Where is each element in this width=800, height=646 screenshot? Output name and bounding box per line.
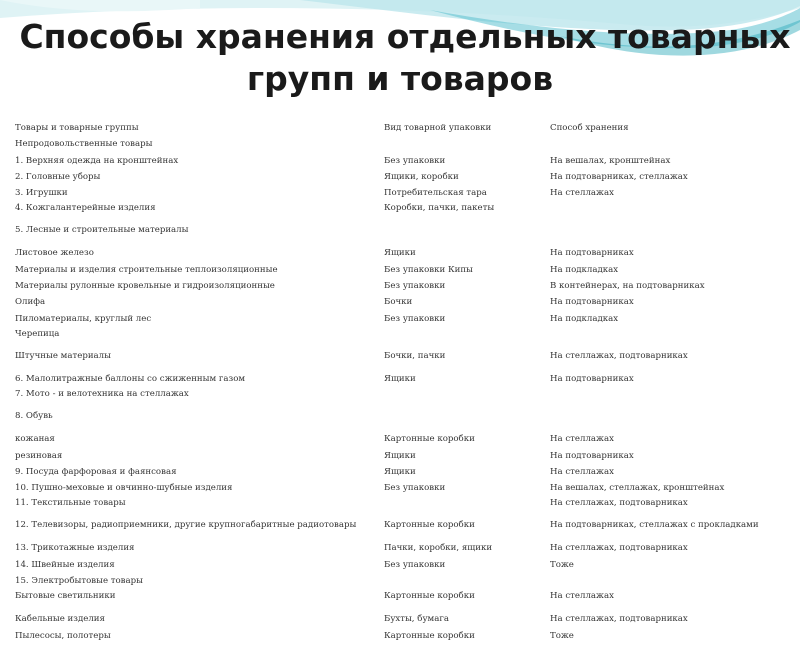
goods-cell: 12. Телевизоры, радиоприемники, другие крупногабаритные радиотовары xyxy=(15,520,357,531)
storage-cell: В контейнерах, на подтоварниках xyxy=(550,281,705,292)
package-cell: Бухты, бумага xyxy=(384,614,449,625)
goods-cell: Черепица xyxy=(15,328,60,339)
table-row xyxy=(0,411,800,433)
table-row xyxy=(0,630,800,646)
package-cell: Без упаковки xyxy=(384,559,446,570)
storage-cell: Тоже xyxy=(550,559,574,570)
storage-cell: На стеллажах xyxy=(550,591,614,602)
table-row xyxy=(0,171,800,187)
storage-cell xyxy=(548,203,800,225)
goods-cell: Листовое железо xyxy=(15,248,94,259)
package-cell: Без упаковки xyxy=(384,483,446,494)
goods-cell: Пылесосы, полотеры xyxy=(15,630,111,641)
package-cell: Ящики xyxy=(384,373,416,384)
table-row xyxy=(0,313,800,329)
goods-cell: кожаная xyxy=(15,434,55,445)
table-row xyxy=(0,389,800,411)
table-row xyxy=(0,466,800,482)
storage-table-container xyxy=(0,122,800,641)
storage-cell: На подкладках xyxy=(550,264,619,275)
table-row xyxy=(0,247,800,263)
header-storage-method: Способ хранения xyxy=(550,123,629,133)
storage-cell: На подтоварниках xyxy=(550,297,634,308)
storage-cell: На подтоварниках, стеллажах xyxy=(550,171,688,182)
storage-cell: На вешалах, стеллажах, кронштейнах xyxy=(550,483,725,494)
package-cell: Ящики xyxy=(384,248,416,259)
goods-cell: 11. Текстильные товары xyxy=(15,498,126,509)
page-title-line-1: Способы хранения отдельных товарных xyxy=(19,17,791,56)
table-row xyxy=(0,280,800,296)
goods-cell: 8. Обувь xyxy=(15,411,53,422)
goods-cell: 7. Мото - и велотехника на стеллажах xyxy=(15,389,189,400)
goods-cell: 9. Посуда фарфоровая и фаянсовая xyxy=(15,466,177,477)
package-cell xyxy=(382,225,548,247)
storage-cell: На подтоварниках xyxy=(550,248,634,259)
goods-cell: 2. Головные уборы xyxy=(15,171,101,182)
table-row xyxy=(0,498,800,520)
table-row xyxy=(0,351,800,373)
goods-cell: 14. Швейные изделия xyxy=(15,559,115,570)
goods-cell: 3. Игрушки xyxy=(15,188,68,199)
table-row xyxy=(0,329,800,351)
package-cell: Без упаковки xyxy=(384,281,446,292)
package-cell: Картонные коробки xyxy=(384,591,475,602)
package-cell: Ящики, коробки xyxy=(384,171,459,182)
package-cell xyxy=(382,389,548,411)
package-cell: Картонные коробки xyxy=(384,520,475,531)
package-cell: Коробки, пачки, пакеты xyxy=(384,203,495,214)
table-row xyxy=(0,296,800,312)
package-cell: Бочки, пачки xyxy=(384,350,446,361)
table-row xyxy=(0,155,800,171)
table-row xyxy=(0,542,800,558)
goods-cell: Материалы рулонные кровельные и гидроизоляционные xyxy=(15,281,275,292)
table-row xyxy=(0,138,800,154)
goods-cell: Материалы и изделия строительные теплоизоляционные xyxy=(15,264,278,275)
goods-cell: Кабельные изделия xyxy=(15,614,105,625)
table-row xyxy=(0,559,800,575)
storage-methods-table xyxy=(0,122,800,646)
page-title xyxy=(0,16,800,100)
package-cell: Ящики xyxy=(384,466,416,477)
table-row xyxy=(0,264,800,280)
table-row xyxy=(0,433,800,449)
table-row xyxy=(0,591,800,613)
table-row xyxy=(0,575,800,591)
package-cell xyxy=(382,138,548,154)
goods-cell: Непродовольственные товары xyxy=(15,139,153,150)
storage-cell: На подтоварниках xyxy=(550,450,634,461)
storage-cell: На стеллажах xyxy=(550,466,614,477)
table-row xyxy=(0,203,800,225)
storage-cell: На стеллажах, подтоварниках xyxy=(550,614,688,625)
package-cell: Картонные коробки xyxy=(384,630,475,641)
goods-cell: Штучные материалы xyxy=(15,350,111,361)
goods-cell: 10. Пушно-меховые и овчинно-шубные изделия xyxy=(15,483,233,494)
table-header-row xyxy=(0,122,800,138)
storage-cell: На подкладках xyxy=(550,313,619,324)
package-cell: Пачки, коробки, ящики xyxy=(384,543,493,554)
table-row xyxy=(0,373,800,389)
goods-cell: резиновая xyxy=(15,450,63,461)
goods-cell: 13. Трикотажные изделия xyxy=(15,543,135,554)
header-goods: Товары и товарные группы xyxy=(15,123,139,133)
package-cell xyxy=(382,498,548,520)
storage-cell: Тоже xyxy=(550,630,574,641)
storage-cell xyxy=(548,329,800,351)
package-cell: Без упаковки Кипы xyxy=(384,264,473,275)
goods-cell: 15. Электробытовые товары xyxy=(15,576,143,587)
goods-cell: 1. Верхняя одежда на кронштейнах xyxy=(15,155,179,166)
table-row xyxy=(0,520,800,542)
goods-cell: Олифа xyxy=(15,297,46,308)
goods-cell: Пиломатериалы, круглый лес xyxy=(15,313,152,324)
storage-cell xyxy=(548,389,800,411)
table-row xyxy=(0,613,800,629)
package-cell xyxy=(382,411,548,433)
table-body xyxy=(0,138,800,646)
package-cell: Картонные коробки xyxy=(384,434,475,445)
storage-cell: На подтоварниках, стеллажах с прокладками xyxy=(550,520,759,531)
storage-cell: На подтоварниках xyxy=(550,373,634,384)
header-package-type: Вид товарной упаковки xyxy=(384,123,492,133)
storage-cell: На стеллажах xyxy=(550,188,614,199)
package-cell xyxy=(382,329,548,351)
package-cell: Потребительская тара xyxy=(384,188,487,199)
storage-cell xyxy=(548,411,800,433)
goods-cell: Бытовые светильники xyxy=(15,591,116,602)
storage-cell xyxy=(548,138,800,154)
storage-cell xyxy=(548,225,800,247)
package-cell: Ящики xyxy=(384,450,416,461)
table-row xyxy=(0,225,800,247)
package-cell xyxy=(382,575,548,591)
table-row xyxy=(0,450,800,466)
package-cell: Без упаковки xyxy=(384,313,446,324)
storage-cell: На вешалах, кронштейнах xyxy=(550,155,671,166)
storage-cell: На стеллажах xyxy=(550,434,614,445)
goods-cell: 6. Малолитражные баллоны со сжиженным газом xyxy=(15,373,246,384)
package-cell: Без упаковки xyxy=(384,155,446,166)
page-title-line-2: групп и товаров xyxy=(246,59,554,98)
goods-cell: 4. Кожгалантерейные изделия xyxy=(15,203,156,214)
storage-cell xyxy=(548,575,800,591)
storage-cell: На стеллажах, подтоварниках xyxy=(550,350,688,361)
table-row xyxy=(0,187,800,203)
goods-cell: 5. Лесные и строительные материалы xyxy=(15,225,189,236)
storage-cell: На стеллажах, подтоварниках xyxy=(550,498,688,509)
table-row xyxy=(0,482,800,498)
package-cell: Бочки xyxy=(384,297,413,308)
storage-cell: На стеллажах, подтоварниках xyxy=(550,543,688,554)
